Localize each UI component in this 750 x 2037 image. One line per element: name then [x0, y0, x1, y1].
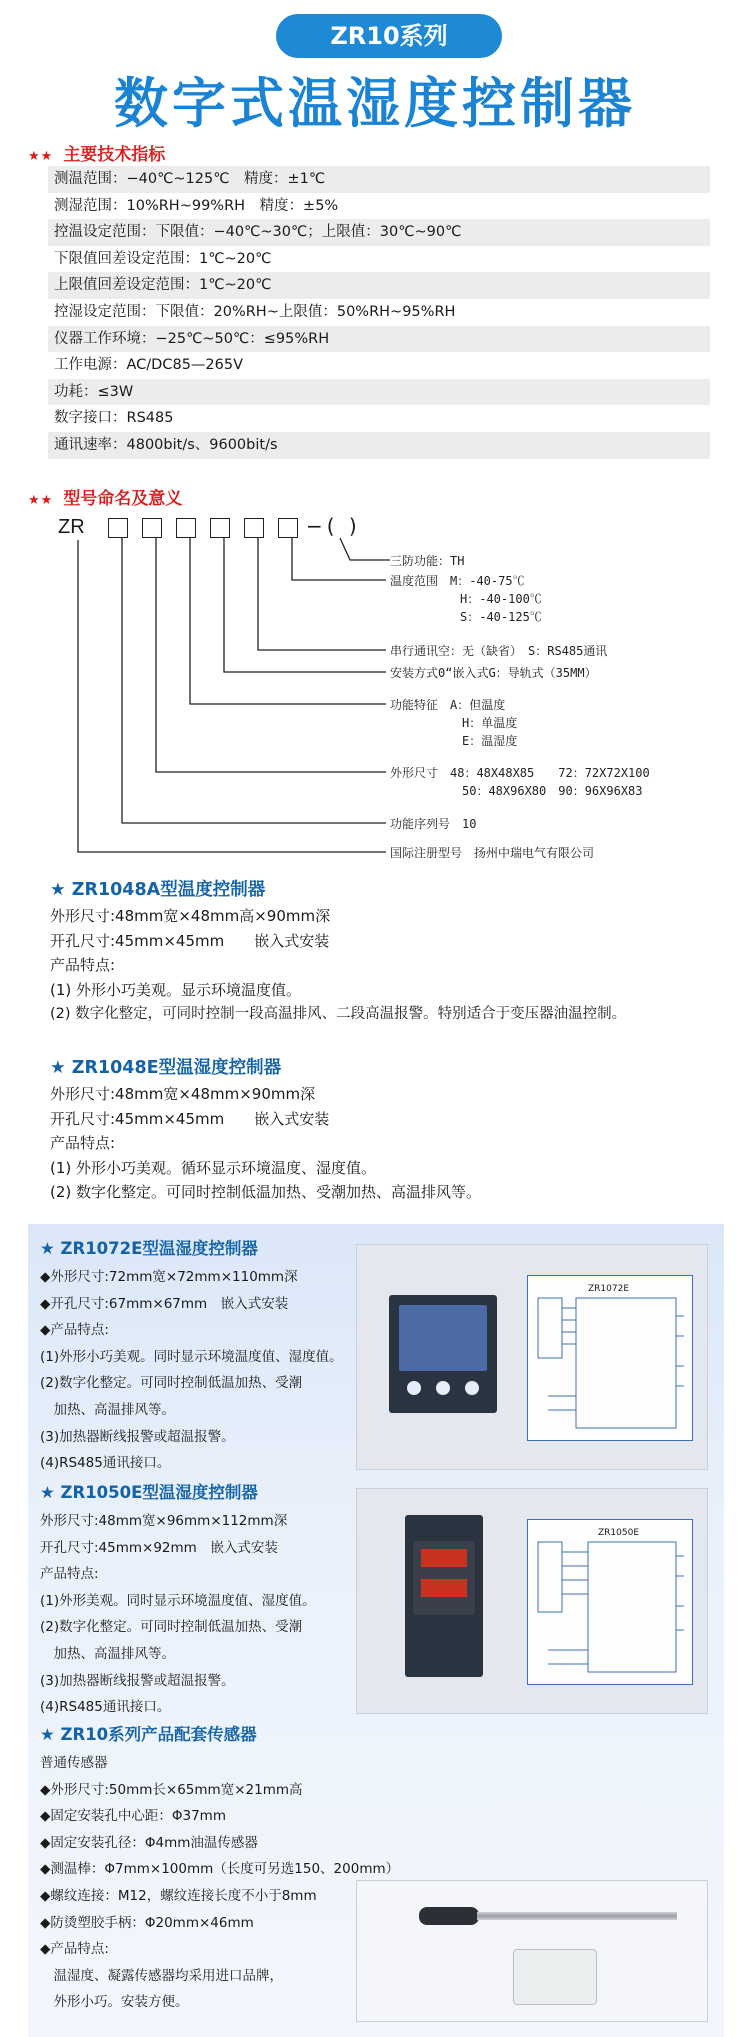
- naming-label: H：-40-100℃: [460, 592, 542, 606]
- model-naming-heading-text: 型号命名及意义: [63, 489, 183, 509]
- product-zr1072e: [40, 1234, 343, 1477]
- product-line: 加热、高温排风等。: [40, 1645, 175, 1662]
- star-icon: ★★: [28, 493, 54, 508]
- sensor-rod-icon: [477, 1912, 677, 1920]
- display-digits-icon: [421, 1549, 467, 1567]
- product-zr1050e: [40, 1478, 316, 1721]
- naming-label: 三防功能：TH: [390, 554, 465, 568]
- series-badge: ZR10系列: [276, 14, 502, 58]
- product-line: 外形尺寸:48mm宽×96mm×112mm深: [40, 1513, 288, 1529]
- spec-row: 数字接口：RS485: [54, 410, 174, 427]
- naming-label: 温度范围 M：-40-75℃: [390, 574, 525, 588]
- product-line: 开孔尺寸:45mm×45mm 嵌入式安装: [50, 931, 330, 950]
- product-line: (2)数字化整定。可同时控制低温加热、受潮: [40, 1375, 303, 1392]
- wiring-label: ZR1072E: [588, 1284, 630, 1294]
- model-box: [108, 518, 128, 538]
- spec-row: 上限值回差设定范围：1℃~20℃: [48, 272, 710, 299]
- product-line: ◆防烫塑胶手柄：Φ20mm×46mm: [40, 1914, 254, 1931]
- product-line: ◆螺纹连接：M12，螺纹连接长度不小于8mm: [40, 1887, 317, 1904]
- product-line: 产品特点:: [40, 1566, 99, 1583]
- button-icon: [407, 1381, 421, 1395]
- wiring-lines-icon: [528, 1520, 692, 1684]
- product-line: (2) 数字化整定。可同时控制低温加热、受潮加热、高温排风等。: [50, 1183, 482, 1201]
- spec-row: 测湿范围：10%RH~99%RH 精度：±5%: [54, 197, 339, 214]
- controller-display-icon: [413, 1541, 475, 1615]
- page-title: 数字式温湿度控制器: [114, 72, 636, 135]
- model-box: [210, 518, 230, 538]
- wiring-diagram-zr1050e: [527, 1519, 693, 1685]
- product-line: (3)加热器断线报警或超温报警。: [40, 1672, 235, 1689]
- spec-row: 工作电源：AC/DC85—265V: [54, 357, 244, 374]
- sensor-box-icon: [513, 1949, 597, 2005]
- spec-row: 通讯速率：4800bit/s、9600bit/s: [48, 432, 710, 459]
- product-line: ◆外形尺寸:50mm长×65mm宽×21mm高: [40, 1781, 303, 1798]
- model-naming-heading: [28, 484, 182, 509]
- product-line: (2) 数字化整定，可同时控制一段高温排风、二段高温报警。特别适合于变压器油温控制。: [50, 1006, 627, 1022]
- product-line: 外形尺寸:48mm宽×48mm高×90mm深: [50, 907, 331, 925]
- wiring-lines-icon: [528, 1276, 692, 1440]
- model-prefix: ZR: [58, 516, 85, 538]
- product-sensors: [40, 1720, 399, 2016]
- naming-label: 外形尺寸 48：48X48X85 72：72X72X100: [390, 766, 650, 780]
- naming-label: 功能序列号 10: [390, 817, 477, 831]
- product-zr1048e: [50, 1054, 481, 1205]
- specs-heading-text: 主要技术指标: [63, 145, 166, 165]
- product-title: ★ ZR1048A型温度控制器: [50, 880, 266, 900]
- model-box: [176, 518, 196, 538]
- product-line: 外形小巧。安装方便。: [40, 1994, 189, 2011]
- spec-row: 控湿设定范围：下限值：20%RH~上限值：50%RH~95%RH: [54, 303, 456, 320]
- product-line: 产品特点:: [50, 956, 116, 974]
- model-box: [278, 518, 298, 538]
- spec-row: 功耗：≤3W: [48, 379, 710, 406]
- product-line: 开孔尺寸:45mm×45mm 嵌入式安装: [50, 1109, 330, 1128]
- model-suffix: −( ): [306, 514, 361, 538]
- naming-label: S：-40-125℃: [460, 610, 542, 624]
- naming-label: 功能特征 A：但温度: [390, 698, 506, 712]
- product-line: 产品特点:: [50, 1134, 116, 1152]
- display-digits-icon: [421, 1579, 467, 1597]
- naming-lines-icon: [0, 510, 750, 870]
- wiring-label: ZR1050E: [598, 1528, 640, 1538]
- product-line: (1)外形美观。同时显示环境温度值、湿度值。: [40, 1592, 316, 1609]
- product-line: (4)RS485通讯接口。: [40, 1699, 171, 1716]
- product-line: ◆开孔尺寸:67mm×67mm 嵌入式安装: [40, 1295, 289, 1312]
- button-icon: [436, 1381, 450, 1395]
- product-line: (3)加热器断线报警或超温报警。: [40, 1428, 235, 1445]
- wiring-diagram-zr1072e: [527, 1275, 693, 1441]
- naming-label: H：单温度: [462, 716, 518, 730]
- controller-display-icon: [399, 1305, 487, 1371]
- product-line: (2)数字化整定。可同时控制低温加热、受潮: [40, 1619, 303, 1636]
- naming-label: 安装方式0“嵌入式G：导轨式（35MM）: [390, 666, 597, 680]
- product-line: (1) 外形小巧美观。显示环境温度值。: [50, 980, 302, 999]
- product-title: ★ ZR1048E型温湿度控制器: [50, 1058, 282, 1078]
- button-icon: [465, 1381, 479, 1395]
- product-photo-zr1072e: [356, 1244, 708, 1470]
- model-naming-diagram: [0, 510, 750, 870]
- product-line: ◆测温棒：Φ7mm×100mm（长度可另选150、200mm）: [40, 1861, 400, 1878]
- product-line: (4)RS485通讯接口。: [40, 1455, 171, 1472]
- product-line: 普通传感器: [40, 1755, 108, 1771]
- product-title: ★ ZR1072E型温湿度控制器: [40, 1239, 258, 1258]
- model-box: [244, 518, 264, 538]
- product-line: ◆固定安装孔中心距：Φ37mm: [40, 1808, 226, 1825]
- naming-label: 50：48X96X80 90：96X96X83: [462, 784, 643, 798]
- controller-device-icon: [405, 1515, 483, 1677]
- specs-heading: [28, 140, 165, 165]
- product-line: (1) 外形小巧美观。循环显示环境温度、湿度值。: [50, 1158, 377, 1177]
- naming-label: 国际注册型号 扬州中瑞电气有限公司: [390, 846, 595, 860]
- product-zr1048a: [50, 876, 626, 1027]
- spec-row: 控温设定范围：下限值：−40℃~30℃；上限值：30℃~90℃: [48, 219, 710, 246]
- product-line: ◆外形尺寸:72mm宽×72mm×110mm深: [40, 1269, 298, 1285]
- specs-table: [48, 166, 710, 459]
- controller-device-icon: [389, 1295, 497, 1413]
- product-line: 加热、高温排风等。: [40, 1401, 175, 1418]
- product-photo-zr1050e: [356, 1488, 708, 1714]
- naming-label: E：温湿度: [462, 734, 518, 748]
- product-line: 开孔尺寸:45mm×92mm 嵌入式安装: [40, 1539, 278, 1556]
- spec-row: 下限值回差设定范围：1℃~20℃: [54, 250, 272, 267]
- product-line: ◆产品特点:: [40, 1941, 109, 1958]
- model-box: [142, 518, 162, 538]
- spec-row: 测温范围：−40℃~125℃ 精度：±1℃: [48, 166, 710, 193]
- product-title: ★ ZR10系列产品配套传感器: [40, 1725, 257, 1744]
- star-icon: ★★: [28, 149, 54, 164]
- product-line: 外形尺寸:48mm宽×48mm×90mm深: [50, 1085, 316, 1103]
- naming-label: 串行通讯空：无（缺省） S：RS485通讯: [390, 644, 608, 658]
- product-line: ◆固定安装孔径：Φ4mm油温传感器: [40, 1834, 258, 1851]
- product-line: 温湿度、凝露传感器均采用进口品牌，: [40, 1967, 283, 1984]
- product-title: ★ ZR1050E型温湿度控制器: [40, 1483, 258, 1502]
- sensor-photo: [356, 1880, 708, 2022]
- product-line: (1)外形小巧美观。同时显示环境温度值、湿度值。: [40, 1348, 343, 1365]
- spec-row: 仪器工作环境：−25℃~50℃：≤95%RH: [48, 326, 710, 353]
- sensor-handle-icon: [419, 1907, 479, 1925]
- product-line: ◆产品特点:: [40, 1322, 109, 1339]
